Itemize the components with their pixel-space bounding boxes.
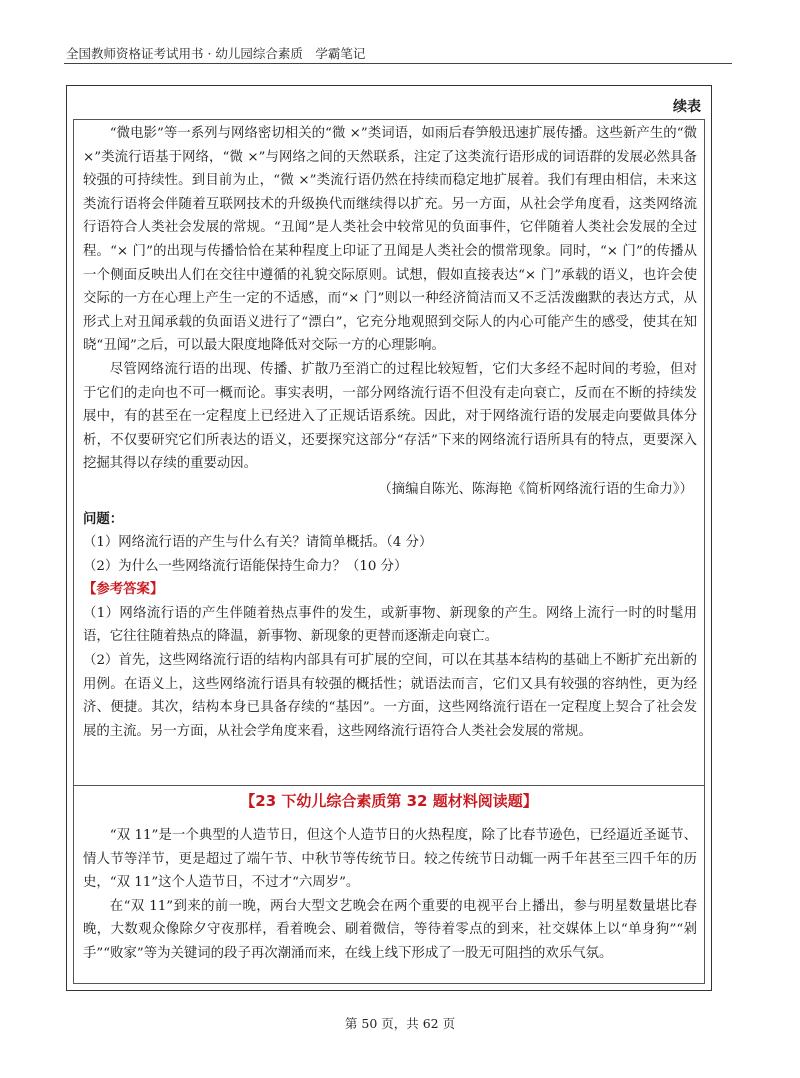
table-rule-left [73, 119, 74, 983]
passage-paragraph-1: “微电影”等一系列与网络密切相关的“微 ×”类词语，如雨后春笋般迅速扩展传播。这些新产生的“微 ×”类流行语基于网络，“微 ×”与网络之间的天然联系，注定了这类流行语形成的词语群的发展必然具备较强的可持续性。到目前为止，“微 ×”类流行语仍然在持续而稳定地扩展着。我们有理由相信，未来这类流行语将会伴随着互联网技术的升级换代而继续得以扩充。另一方面，从社会学角度看，这类网络流行语符合人类社会发展的常规。“丑闻”是人类社会中较常见的负面事件，它伴随着人类社会发展的全过程。“× 门”的出现与传播恰恰在某种程度上印证了丑闻是人类社会的惯常现象。同时，“× 门”的传播从一个侧面反映出人们在交往中遵循的礼貌交际原则。试想，假如直接表达“× 门”承载的语义，也许会使交际的一方在心理上产生一定的不适感，而“× 门”则以一种经济简洁而又不乏活泼幽默的表达方式，从形式上对丑闻承载的负面语义进行了“漂白”，它充分地观照到交际人的内心可能产生的感受，使其在知晓“丑闻”之后，可以最大限度地降低对交际一方的心理影响。 [83, 126, 697, 354]
content-table [66, 85, 712, 991]
header-rule [64, 63, 732, 64]
section2-paragraph-2: 在“双 11”到来的前一晚，两台大型文艺晚会在两个重要的电视平台上播出，参与明星数量堪比春晚，大数观众像除夕守夜那样，看着晚会、刷着微信，等待着零点的到来，社交媒体上以“单身狗”“剁手”“败家”等为关键词的段子再次潮涌而来，在线上线下形成了一股无可阻挡的欢乐气氛。 [83, 898, 697, 961]
section2-block [83, 824, 697, 966]
passage-block [83, 122, 697, 743]
answer-title: 【参考答案】 [83, 582, 164, 598]
section2-paragraph-1: “双 11”是一个典型的人造节日，但这个人造节日的火热程度，除了比春节逊色，已经逼近圣诞节、情人节等洋节，更是超过了端午节、中秋节等传统节日。较之传统节日动辄一两千年甚至三四千年的历史，“双 11”这个人造节日，不过才“六周岁”。 [83, 828, 697, 891]
section-divider [73, 785, 705, 786]
passage-citation: （摘编自陈光、陈海艳《简析网络流行语的生命力》） [378, 481, 693, 497]
questions-heading: 问题： [83, 511, 124, 527]
table-rule-top [73, 119, 705, 120]
answer-1: （1）网络流行语的产生伴随着热点事件的发生，或新事物、新现象的产生。网络上流行一时的时髦用语，它往往随着热点的降温，新事物、新现象的更替而逐渐走向衰亡。 [83, 605, 697, 645]
continuation-label: 续表 [673, 99, 701, 115]
section-title: 【23 下幼儿综合素质第 32 题材料阅读题】 [240, 792, 538, 810]
table-rule-bottom [73, 983, 705, 984]
passage-paragraph-2: 尽管网络流行语的出现、传播、扩散乃至消亡的过程比较短暂，它们大多经不起时间的考验，但对于它们的走向也不可一概而论。事实表明，一部分网络流行语不但没有走向衰亡，反而在不断的持续发展中，有的甚至在一定程度上已经进入了正规话语系统。因此，对于网络流行语的发展走向要做具体分析，不仅要研究它们所表达的语义，还要探究这部分“存活”下来的网络流行语所具有的特点，更要深入挖掘其得以存续的重要动因。 [83, 361, 697, 472]
question-2: （2）为什么一些网络流行语能保持生命力？（10 分） [83, 558, 408, 574]
question-1: （1）网络流行语的产生与什么有关？请简单概括。（4 分） [83, 535, 433, 551]
running-header: 全国教师资格证考试用书 · 幼儿园综合素质 学霸笔记 [66, 46, 366, 61]
page-number: 第 50 页，共 62 页 [344, 1016, 456, 1031]
table-rule-right [704, 119, 705, 983]
answer-2: （2）首先，这些网络流行语的结构内部具有可扩展的空间，可以在其基本结构的基础上不断扩充出新的用例。在语义上，这些网络流行语具有较强的概括性；就语法而言，它们又具有较强的容纳性，更为经济、便捷。其次，结构本身已具备存续的“基因”。一方面，这些网络流行语在一定程度上契合了社会发展的主流。另一方面，从社会学角度来看，这些网络流行语符合人类社会发展的常规。 [83, 653, 697, 739]
